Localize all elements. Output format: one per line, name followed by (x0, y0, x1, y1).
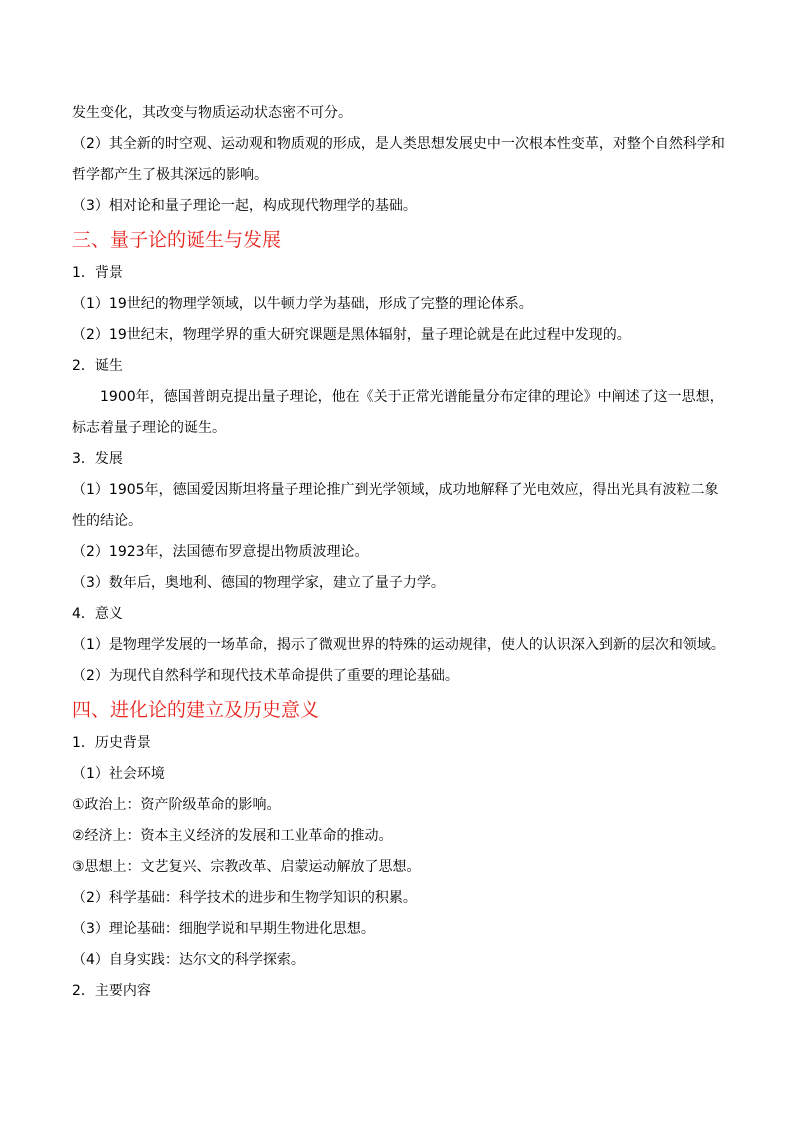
paragraph: （3）理论基础：细胞学说和早期生物进化思想。 (72, 921, 375, 937)
document-page (72, 98, 726, 1007)
paragraph: （2）19世纪末，物理学界的重大研究课题是黑体辐射，量子理论就是在此过程中发现的。 (72, 327, 631, 343)
paragraph: ①政治上：资产阶级革命的影响。 (72, 797, 281, 813)
paragraph: （2）为现代自然科学和现代技术革命提供了重要的理论基础。 (72, 668, 459, 684)
section-heading-evolution: 四、进化论的建立及历史意义 (72, 699, 320, 721)
subheading: 1．背景 (72, 265, 123, 281)
section-heading-quantum: 三、量子论的诞生与发展 (72, 229, 282, 251)
paragraph: （1）社会环境 (72, 766, 165, 782)
subheading: 1．历史背景 (72, 735, 151, 751)
paragraph: ②经济上：资本主义经济的发展和工业革命的推动。 (72, 828, 393, 844)
paragraph: （2）其全新的时空观、运动观和物质观的形成，是人类思想发展史中一次根本性变革，对整个自然科学和哲学都产生了极其深远的影响。 (72, 136, 725, 183)
paragraph: （3）数年后，奥地利、德国的物理学家，建立了量子力学。 (72, 575, 445, 591)
paragraph: （1）19世纪的物理学领域，以牛顿力学为基础，形成了完整的理论体系。 (72, 296, 533, 312)
subheading: 2．主要内容 (72, 983, 151, 999)
subheading: 2．诞生 (72, 358, 123, 374)
paragraph: （1）是物理学发展的一场革命，揭示了微观世界的特殊的运动规律，使人的认识深入到新的层次和领域。 (72, 637, 725, 653)
paragraph: （1）1905年，德国爱因斯坦将量子理论推广到光学领域，成功地解释了光电效应，得出光具有波粒二象性的结论。 (72, 482, 719, 529)
paragraph: 1900年，德国普朗克提出量子理论，他在《关于正常光谱能量分布定律的理论》中阐述了这一思想，标志着量子理论的诞生。 (72, 389, 724, 436)
subheading: 3．发展 (72, 451, 123, 467)
paragraph: （2）科学基础：科学技术的进步和生物学知识的积累。 (72, 890, 417, 906)
paragraph: ③思想上：文艺复兴、宗教改革、启蒙运动解放了思想。 (72, 859, 421, 875)
subheading: 4．意义 (72, 606, 123, 622)
paragraph: 发生变化，其改变与物质运动状态密不可分。 (72, 105, 352, 121)
paragraph: （4）自身实践：达尔文的科学探索。 (72, 952, 305, 968)
paragraph: （3）相对论和量子理论一起，构成现代物理学的基础。 (72, 198, 417, 214)
paragraph: （2）1923年，法国德布罗意提出物质波理论。 (72, 544, 369, 560)
